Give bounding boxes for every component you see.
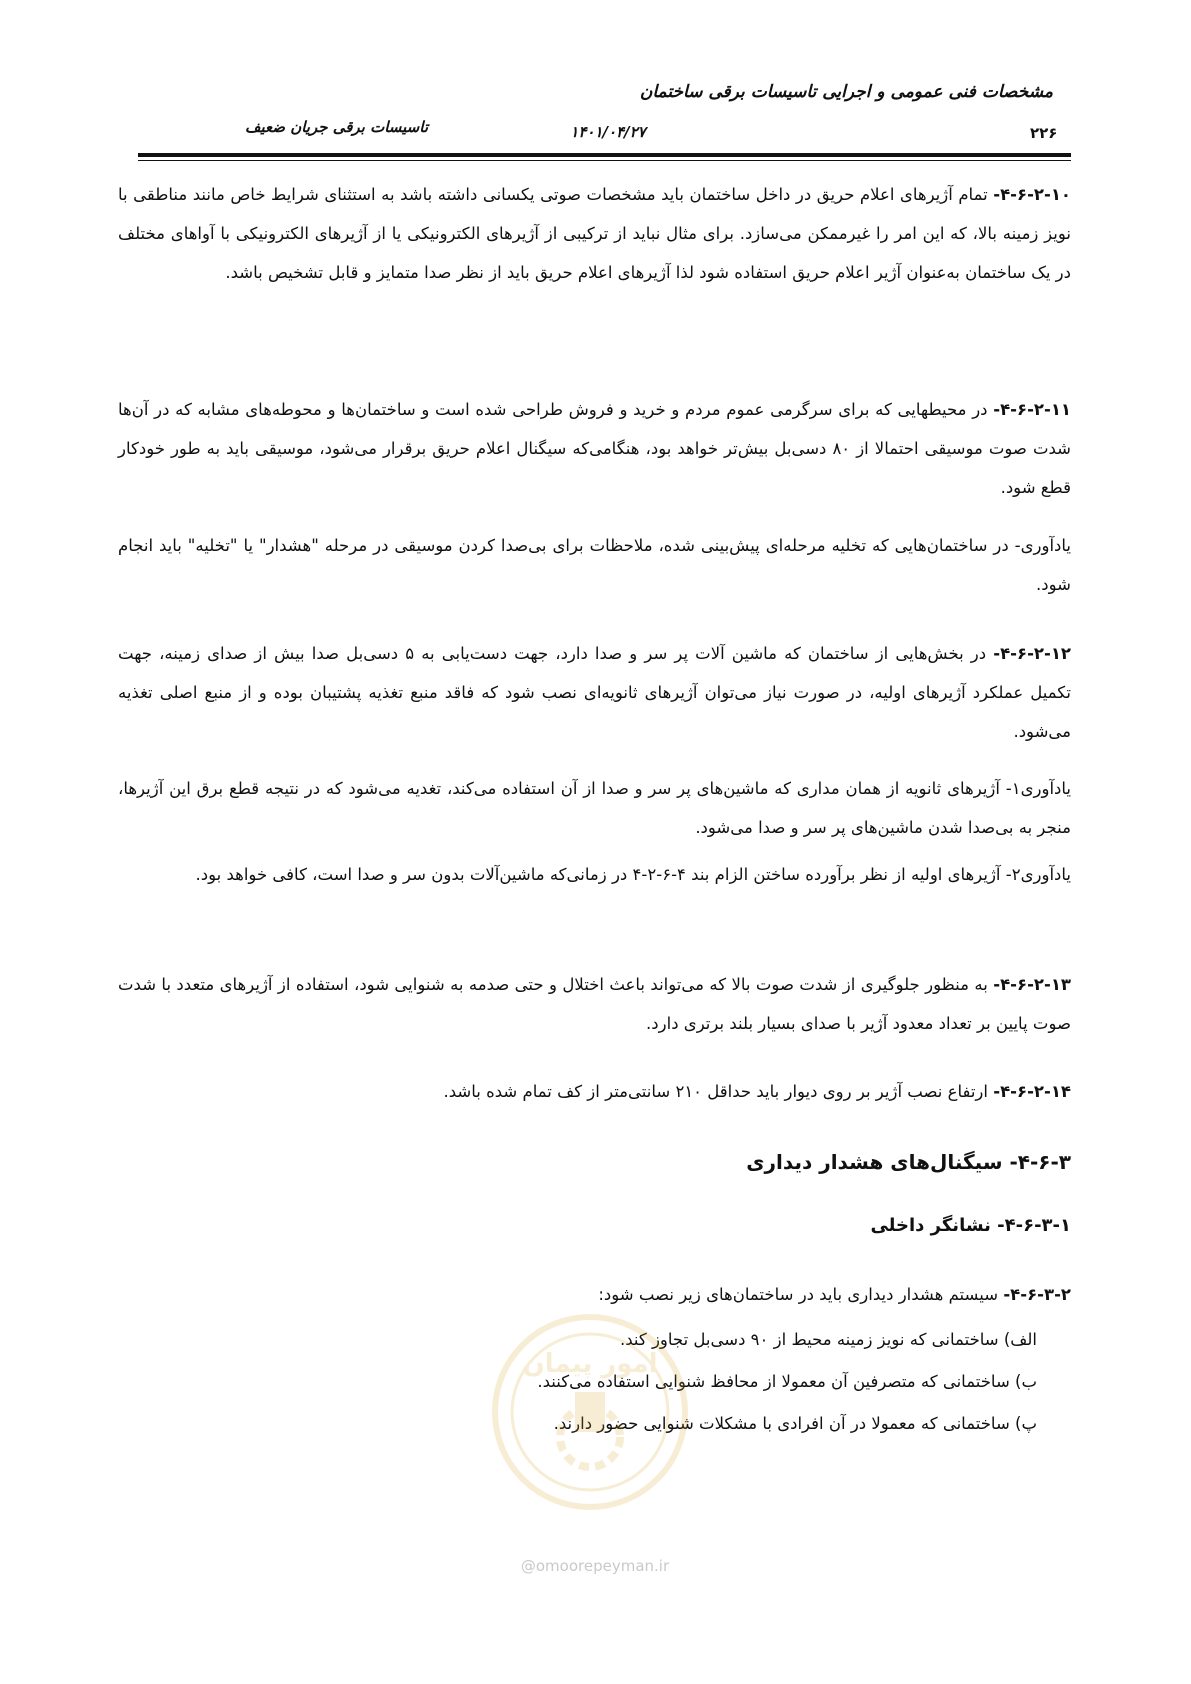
note2-4-6-2-12: یادآوری۲- آژیرهای اولیه از نظر برآورده ساختن الزام بند ۴-۶-۲-۴ در زمانی‌که ماشین‌آلات بدون سر و صدا است، کافی خواهد بود.: [195, 865, 1071, 884]
paragraph-4-6-2-10: [118, 175, 1071, 292]
clause-text: ارتفاع نصب آژیر بر روی دیوار باید حداقل ۲۱۰ سانتی‌متر از کف تمام شده باشد.: [443, 1082, 994, 1101]
section-heading-visual-signals: ۴-۶-۳- سیگنال‌های هشدار دیداری: [746, 1150, 1071, 1174]
watermark-site: @omoorepeyman.ir: [520, 1557, 670, 1575]
clause-number: ۴-۶-۲-۱۱-: [993, 400, 1071, 419]
clause-number: ۴-۶-۲-۱۰-: [993, 185, 1071, 204]
subsection-heading-indoor-indicator: ۴-۶-۳-۱- نشانگر داخلی: [870, 1215, 1071, 1236]
page-number: ۲۲۶: [1030, 124, 1058, 142]
paragraph-4-6-3-2: [118, 1275, 1071, 1314]
clause-number: ۴-۶-۲-۱۲-: [993, 644, 1071, 663]
header-rule-thick: [138, 153, 1071, 157]
clause-text: در بخش‌هایی از ساختمان که ماشین آلات پر سر و صدا دارد، جهت دست‌یابی به ۵ دسی‌بل صدا بیش از صدای زمینه، جهت تکمیل عملکرد آژیرهای اولیه، در صورت نیاز می‌توان آژیرهای ثانویه‌ای نصب شود که فاقد منبع تغذیه پشتیبان بوده و از منبع اصلی تغذیه می‌شود.: [118, 644, 1071, 741]
clause-number: ۴-۶-۳-۲-: [1003, 1285, 1071, 1304]
watermark-logo: [490, 1312, 690, 1512]
list-item: ب) ساختمانی که متصرفین آن معمولا از محافظ شنوایی استفاده می‌کنند.: [537, 1372, 1037, 1391]
clause-number: ۴-۶-۲-۱۳-: [993, 975, 1071, 994]
paragraph-4-6-2-13: [118, 965, 1071, 1043]
note-4-6-2-11: یادآوری- در ساختمان‌هایی که تخلیه مرحله‌ای پیش‌بینی شده، ملاحظات برای بی‌صدا کردن موسیقی در مرحله "هشدار" یا "تخلیه" باید انجام شود.: [118, 536, 1071, 594]
clause-text: در محیطهایی که برای سرگرمی عموم مردم و خرید و فروش طراحی شده است و ساختمان‌ها و محوطه‌های مشابه که در آن‌ها شدت صوت موسیقی احتمالا از ۸۰ دسی‌بل بیش‌تر خواهد بود، هنگامی‌که سیگنال اعلام حریق برقرار می‌شود، موسیقی باید به طور خودکار قطع شود.: [118, 400, 1071, 497]
paragraph-4-6-2-11: [118, 390, 1071, 507]
clause-text: سیستم هشدار دیداری باید در ساختمان‌های زیر نصب شود:: [598, 1285, 1004, 1304]
note1-4-6-2-12: یادآوری۱- آژیرهای ثانویه از همان مداری که ماشین‌های پر سر و صدا از آن استفاده می‌کند، تغدیه می‌شود که در نتیجه قطع برق این آژیرها، منجر به بی‌صدا شدن ماشین‌های پر سر و صدا می‌شود.: [118, 779, 1071, 837]
document-date: ۱۴۰۱/۰۴/۲۷: [570, 123, 646, 141]
clause-text: به منظور جلوگیری از شدت صوت بالا که می‌تواند باعث اختلال و حتی صدمه به شنوایی شود، استفاده از آژیرهای متعدد با شدت صوت پایین بر تعداد معدود آژیر با صدای بسیار بلند برتری دارد.: [118, 975, 1071, 1033]
list-item: الف) ساختمانی که نویز زمینه محیط از ۹۰ دسی‌بل تجاوز کند.: [619, 1330, 1037, 1349]
clause-number: ۴-۶-۲-۱۴-: [993, 1082, 1071, 1101]
paragraph-4-6-2-14: [118, 1072, 1071, 1111]
header-rule-thin: [138, 160, 1071, 161]
chapter-title: تاسیسات برقی جریان ضعیف: [244, 118, 428, 136]
list-item: پ) ساختمانی که معمولا در آن افرادی با مشکلات شنوایی حضور دارند.: [553, 1414, 1037, 1433]
clause-text: تمام آژیرهای اعلام حریق در داخل ساختمان باید مشخصات صوتی یکسانی داشته باشد به استثنای شرایط خاص مانند مناطقی با نویز زمینه بالا، که این امر را غیرممکن می‌سازد. برای مثال نباید از ترکیبی از آژیرهای الکترونیکی یا از آژیرهای الکترونیکی با آواهای مختلف در یک ساختمان به‌عنوان آژیر اعلام حریق استفاده شود لذا آژیرهای اعلام حریق باید از نظر صدا متمایز و قابل تشخیص باشد.: [118, 185, 1071, 282]
document-title: مشخصات فنی عمومی و اجرایی تاسیسات برقی ساختمان: [639, 82, 1053, 102]
svg-text:امور پیمان: امور پیمان: [522, 1349, 658, 1379]
paragraph-4-6-2-12: [118, 634, 1071, 751]
